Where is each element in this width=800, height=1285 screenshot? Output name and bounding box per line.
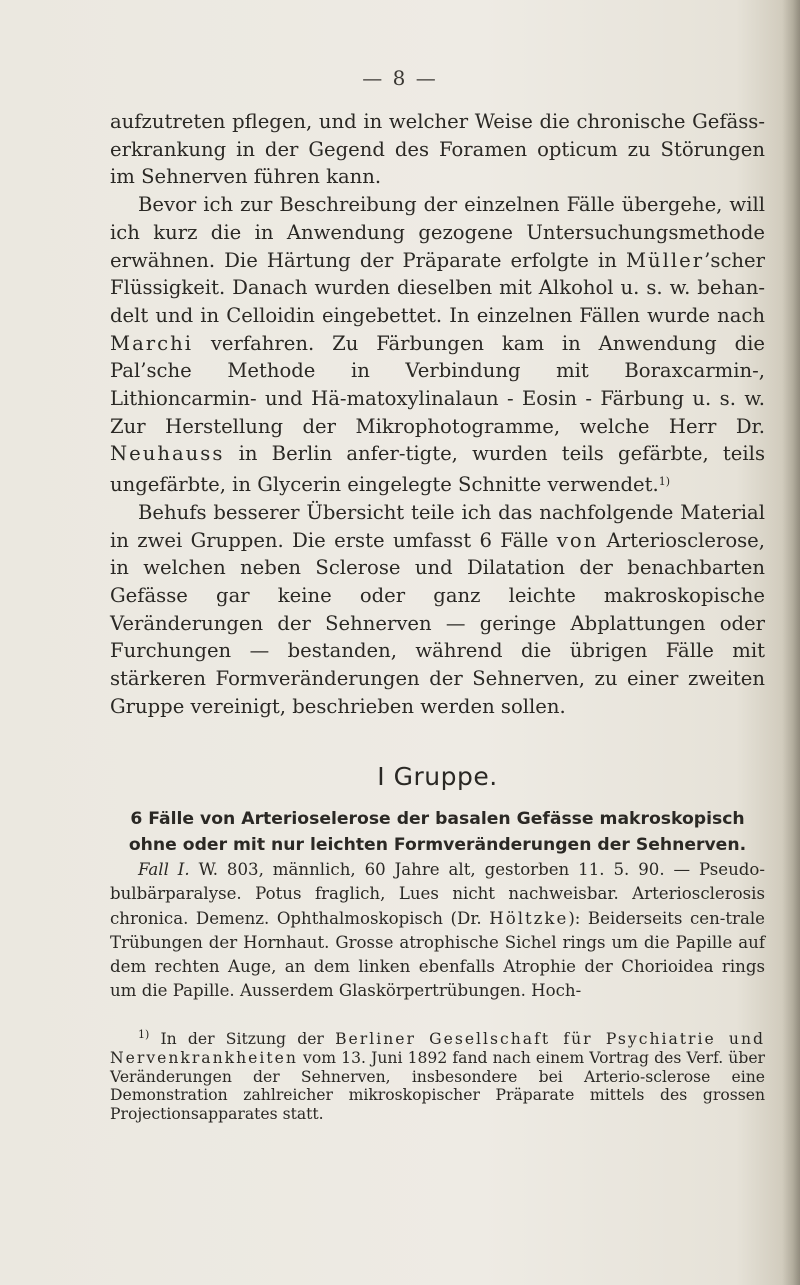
name-neuhauss: Neuhauss [110,442,225,466]
footnote-paragraph [110,1026,765,1124]
paragraph-2-text-b: ’scher Flüssigkeit. Danach wurden dieselben mit Alkohol u. s. w. behan-delt und in Celloidin eingebettet. In einzelnen Fällen wurde nach [110,248,765,327]
page-edge-shadow [782,0,800,1285]
paragraph-2-text-e: in Berlin anfer-tigte, wurden teils gefärbte, teils ungefärbte, in Glycerin eingelegte Schnitte verwendet. [110,442,765,497]
paragraph-3-text-a: Behufs besserer Übersicht teile ich das nachfolgende Material in zwei Gruppen. Die erste umfasst 6 Fälle [110,500,765,552]
body-text [110,108,765,720]
footnote-marker: 1) [138,1028,150,1041]
name-holtzke: Höltzke [489,908,569,928]
paragraph-2-text-d: ’sche Methode in Verbindung mit Boraxcarmin-, Lithioncarmin- und Hä-matoxylinalaun - Eosin - Färbung u. s. w. Zur Herstellung der Mikrophotogramme, welche Herr Dr. [110,359,765,438]
case-label: Fall I. [138,860,190,879]
name-pal: Pal [110,359,141,383]
name-marchi: Marchi [110,331,193,355]
case-text-a: W. 803, männlich, 60 Jahre alt, gestorben 11. 5. 90. — Pseudo-bulbärparalyse. Potus fraglich, Lues nicht nachweisbar. Arteriosclerosis chronica. Demenz. Ophthalmoskopisch (Dr. [110,860,766,928]
paragraph-2-text-c: verfahren. Zu Färbungen kam in Anwendung die [192,331,765,355]
group-title: I Gruppe. [377,762,498,791]
footnote-text-b: vom 13. Juni 1892 fand nach einem Vortrag des Verf. über Veränderungen der Sehnerven, insbesondere bei Arterio-sclerose eine Demonstration zahlreicher mikroskopischer Präparate mittels des grossen Projectionsapparates statt. [110,1048,765,1124]
footnote-text-a: In der Sitzung der [149,1030,336,1048]
page-number: — 8 — [362,66,438,90]
paragraph-2 [110,191,765,499]
paragraph-1-text: aufzutreten pflegen, und in welcher Weise die chronische Gefäss-erkrankung in der Gegend des Foramen opticum zu Störungen im Sehnerven führen kann. [110,110,765,189]
paragraph-2-text-a: Bevor ich zur Beschreibung der einzelnen Fälle übergehe, will ich kurz die in Anwendung gezogene Untersuchungsmethode erwähnen. Die Härtung der Präparate erfolgte in [110,193,765,272]
group-subtitle: 6 Fälle von Arterioselerose der basalen Gefässe makroskopisch ohne oder mit nur leichten Formveränderungen der Sehnerven. [128,809,747,855]
footnote [110,1026,765,1124]
paragraph-3-text-b: Arteriosclerose, in welchen neben Sclerose und Dilatation der benachbarten Gefässe gar keine oder ganz leichte makroskopische Veränderungen der Sehnerven — geringe Abplattungen oder Furchungen — bestanden, während die übrigen Fälle mit stärkeren Formveränderungen der Sehnerven, zu einer zweiten Gruppe vereinigt, beschrieben werden sollen. [110,528,765,718]
case-text-b: ): Beiderseits cen-trale Trübungen der Hornhaut. Grosse atrophische Sichel rings um die Papille auf dem rechten Auge, an dem linken ebenfalls Atrophie der Chorioidea rings um die Papille. Ausserdem Glaskörpertrübungen. Hoch- [110,908,766,1001]
footnote-society: Berliner Gesellschaft für Psychiatrie und Nervenkrankheiten [110,1030,765,1067]
case-description [110,858,765,1004]
paragraph-3 [110,499,765,721]
paragraph-1 [110,108,765,191]
case-paragraph [110,858,765,1004]
footnote-reference[interactable]: 1) [658,475,671,489]
paragraph-3-von: von [556,528,599,552]
name-muller: Müller [625,248,705,272]
